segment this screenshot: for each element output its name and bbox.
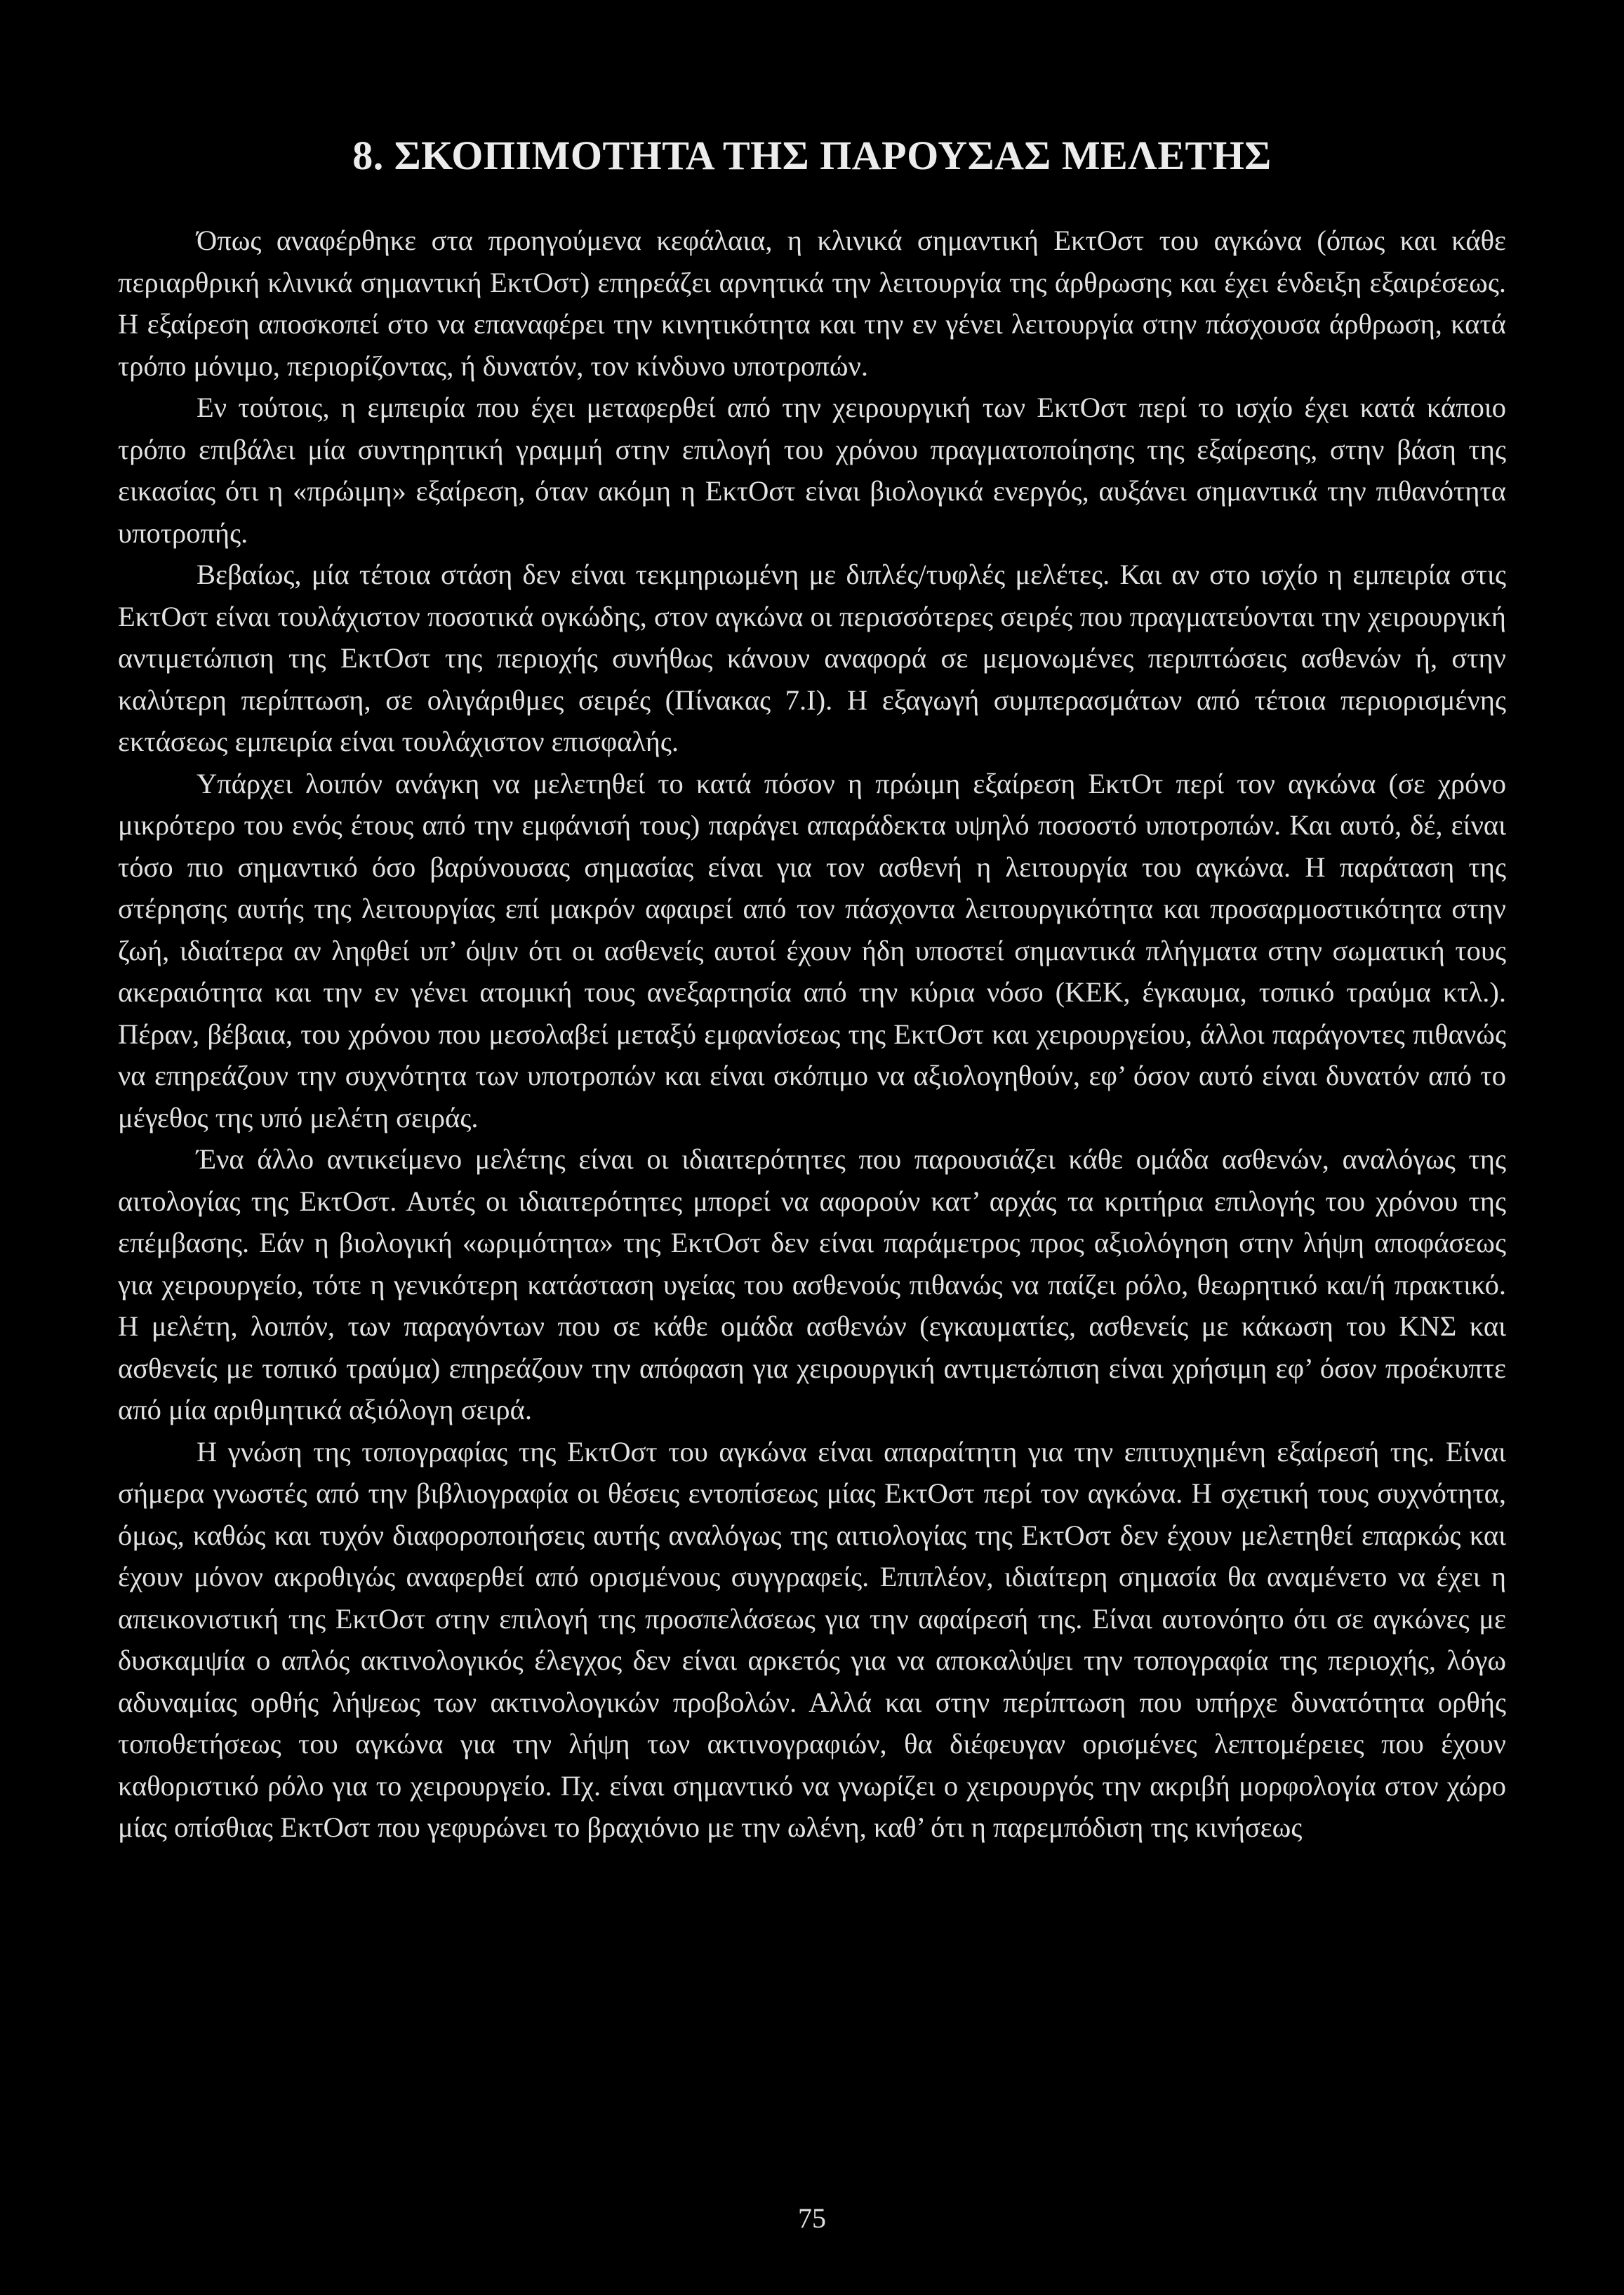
section-title: 8. ΣΚΟΠΙΜΟΤΗΤΑ ΤΗΣ ΠΑΡΟΥΣΑΣ ΜΕΛΕΤΗΣ bbox=[352, 133, 1272, 178]
paragraph: Υπάρχει λοιπόν ανάγκη να μελετηθεί το κατά πόσον η πρώιμη εξαίρεση ΕκτΟτ περί τον αγκώνα (σε χρόνο μικρότερο του ενός έτους από την εμφάνισή τους) παράγει απαράδεκτα υψηλό ποσοστό υποτροπών. Και αυτό, δέ, είναι τόσο πιο σημαντικό όσο βαρύνουσας σημασίας είναι για τον ασθενή η λειτουργία του αγκώνα. Η παράταση της στέρησης αυτής της λειτουργίας επί μακρόν αφαιρεί από τον πάσχοντα λειτουργικότητα και προσαρμοστικότητα στην ζωή, ιδιαίτερα αν ληφθεί υπ’ όψιν ότι οι ασθενείς αυτοί έχουν ήδη υποστεί σημαντικά πλήγματα στην σωματική τους ακεραιότητα και την εν γένει ατομική τους ανεξαρτησία από την κύρια νόσο (ΚΕΚ, έγκαυμα, τοπικό τραύμα κτλ.). Πέραν, βέβαια, του χρόνου που μεσολαβεί μεταξύ εμφανίσεως της ΕκτΟστ και χειρουργείου, άλλοι παράγοντες πιθανώς να επηρεάζουν την συχνότητα των υποτροπών και είναι σκόπιμο να αξιολογηθούν, εφ’ όσον αυτό είναι δυνατόν από το μέγεθος της υπό μελέτη σειράς. bbox=[118, 767, 1506, 1133]
paragraph: Βεβαίως, μία τέτοια στάση δεν είναι τεκμηριωμένη με διπλές/τυφλές μελέτες. Και αν στο ισχίο η εμπειρία στις ΕκτΟστ είναι τουλάχιστον ποσοτικά ογκώδης, στον αγκώνα οι περισσότερες σειρές που πραγματεύονται την χειρουργική αντιμετώπιση της ΕκτΟστ της περιοχής συνήθως κάνουν αναφορά σε μεμονωμένες περιπτώσεις ασθενών ή, στην καλύτερη περίπτωση, σε ολιγάριθμες σειρές (Πίνακας 7.Ι). Η εξαγωγή συμπερασμάτων από τέτοια περιορισμένης εκτάσεως εμπειρία είναι τουλάχιστον επισφαλής. bbox=[118, 559, 1506, 757]
body-text bbox=[118, 220, 1506, 1849]
paragraph: Όπως αναφέρθηκε στα προηγούμενα κεφάλαια, η κλινικά σημαντική ΕκτΟστ του αγκώνα (όπως και κάθε περιαρθρική κλινικά σημαντική ΕκτΟστ) επηρεάζει αρνητικά την λειτουργία της άρθρωσης και έχει ένδειξη εξαιρέσεως. Η εξαίρεση αποσκοπεί στο να επαναφέρει την κινητικότητα και την εν γένει λειτουργία στην πάσχουσα άρθρωση, κατά τρόπο μόνιμο, περιορίζοντας, ή δυνατόν, τον κίνδυνο υποτροπών. bbox=[118, 225, 1506, 382]
paragraph: Εν τούτοις, η εμπειρία που έχει μεταφερθεί από την χειρουργική των ΕκτΟστ περί το ισχίο έχει κατά κάποιο τρόπο επιβάλει μία συντηρητική γραμμή στην επιλογή του χρόνου πραγματοποίησης της εξαίρεσης, στην βάση της εικασίας ότι η «πρώιμη» εξαίρεση, όταν ακόμη η ΕκτΟστ είναι βιολογικά ενεργός, αυξάνει σημαντικά την πιθανότητα υποτροπής. bbox=[118, 392, 1506, 549]
paragraph: Ένα άλλο αντικείμενο μελέτης είναι οι ιδιαιτερότητες που παρουσιάζει κάθε ομάδα ασθενών, αναλόγως της αιτολογίας της ΕκτΟστ. Αυτές οι ιδιαιτερότητες μπορεί να αφορούν κατ’ αρχάς τα κριτήρια επιλογής του χρόνου της επέμβασης. Εάν η βιολογική «ωριμότητα» της ΕκτΟστ δεν είναι παράμετρος προς αξιολόγηση στην λήψη αποφάσεως για χειρουργείο, τότε η γενικότερη κατάσταση υγείας του ασθενούς πιθανώς να παίζει ρόλο, θεωρητικό και/ή πρακτικό. Η μελέτη, λοιπόν, των παραγόντων που σε κάθε ομάδα ασθενών (εγκαυματίες, ασθενείς με κάκωση του ΚΝΣ και ασθενείς με τοπικό τραύμα) επηρεάζουν την απόφαση για χειρουργική αντιμετώπιση είναι χρήσιμη εφ’ όσον προέκυπτε από μία αριθμητικά αξιόλογη σειρά. bbox=[118, 1143, 1506, 1425]
paragraph: Η γνώση της τοπογραφίας της ΕκτΟστ του αγκώνα είναι απαραίτητη για την επιτυχημένη εξαίρεσή της. Είναι σήμερα γνωστές από την βιβλιογραφία οι θέσεις εντοπίσεως μίας ΕκτΟστ περί τον αγκώνα. Η σχετική τους συχνότητα, όμως, καθώς και τυχόν διαφοροποιήσεις αυτής αναλόγως της αιτιολογίας της ΕκτΟστ δεν έχουν μελετηθεί επαρκώς και έχουν μόνον ακροθιγώς αναφερθεί από ορισμένους συγγραφείς. Επιπλέον, ιδιαίτερη σημασία θα αναμένετο να έχει η απεικονιστική της ΕκτΟστ στην επιλογή της προσπελάσεως για την αφαίρεσή της. Είναι αυτονόητο ότι σε αγκώνες με δυσκαμψία ο απλός ακτινολογικός έλεγχος δεν είναι αρκετός για να αποκαλύψει την τοπογραφία της περιοχής, λόγω αδυναμίας ορθής λήψεως των ακτινολογικών προβολών. Αλλά και στην περίπτωση που υπήρχε δυνατότητα ορθής τοποθετήσεως του αγκώνα για την λήψη των ακτινογραφιών, θα διέφευγαν ορισμένες λεπτομέρειες που έχουν καθοριστικό ρόλο για το χειρουργείο. Πχ. είναι σημαντικό να γνωρίζει ο χειρουργός την ακριβή μορφολογία στον χώρο μίας οπίσθιας ΕκτΟστ που γεφυρώνει το βραχιόνιο με την ωλένη, καθ’ ότι η παρεμπόδιση της κινήσεως bbox=[118, 1435, 1506, 1843]
page-number: 75 bbox=[798, 2202, 826, 2234]
